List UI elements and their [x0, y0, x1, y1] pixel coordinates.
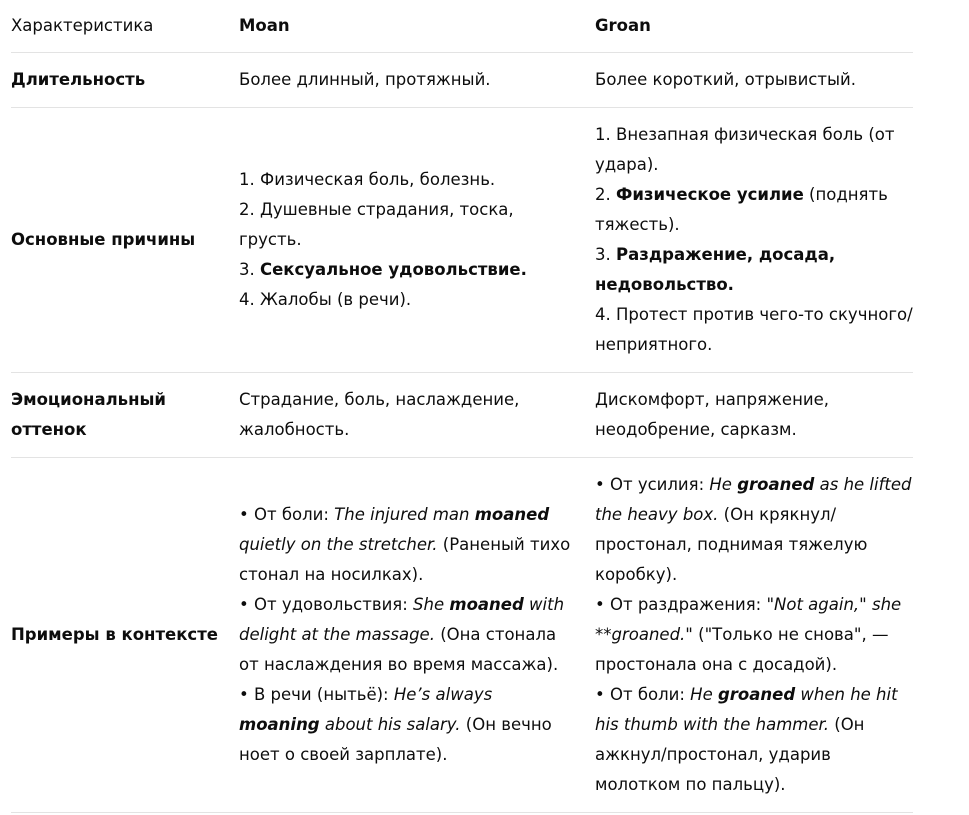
list-item: 2. Душевные страдания, тоска, грусть. [239, 200, 514, 249]
table-row-duration [11, 53, 913, 108]
example-item: • От удовольствия: She moaned with delight at the massage. (Она стонала от наслаждения во время массажа). [239, 595, 565, 674]
list-item: 1. Внезапная физическая боль (от удара). [595, 125, 895, 174]
list-item: 3. Раздражение, досада, недовольство. [595, 245, 836, 294]
groan-causes-list [595, 120, 913, 360]
table-row-causes [11, 108, 913, 373]
table-row-emotion [11, 373, 913, 458]
list-item: 1. Физическая боль, болезнь. [239, 170, 496, 189]
list-item: 4. Жалобы (в речи). [239, 290, 412, 309]
groan-examples-list [595, 470, 913, 800]
moan-examples-list [239, 500, 595, 770]
list-item: 4. Протест против чего-то скучного/неприятного. [595, 305, 913, 354]
row-label-examples: Примеры в контексте [11, 625, 218, 644]
table-header-row [11, 0, 913, 53]
header-characteristic: Характеристика [11, 16, 154, 35]
header-moan: Moan [239, 16, 290, 35]
example-item: • От усилия: He groaned as he lifted the heavy box. (Он крякнул/простонал, поднимая тяжелую коробку). [595, 475, 912, 584]
row-label-causes: Основные причины [11, 230, 196, 249]
row-label-emotion: Эмоциональный оттенок [11, 390, 166, 439]
list-item: 2. Физическое усилие (поднять тяжесть). [595, 185, 888, 234]
table-row-examples [11, 458, 913, 813]
row-label-duration: Длительность [11, 70, 146, 89]
moan-causes-list [239, 165, 595, 315]
list-item: 3. Сексуальное удовольствие. [239, 260, 527, 279]
example-item: • От боли: He groaned when he hit his thumb with the hammer. (Он ажкнул/простонал, ударив молотком по пальцу). [595, 685, 898, 794]
moan-emotion: Страдание, боль, наслаждение, жалобность. [239, 390, 520, 439]
example-item: • От боли: The injured man moaned quietly on the stretcher. (Раненый тихо стонал на носилках). [239, 505, 571, 584]
example-item: • В речи (нытьё): He’s always moaning about his salary. (Он вечно ноет о своей зарплате). [239, 685, 552, 764]
comparison-table [11, 0, 913, 813]
header-groan: Groan [595, 16, 651, 35]
groan-emotion: Дискомфорт, напряжение, неодобрение, сарказм. [595, 390, 829, 439]
groan-duration: Более короткий, отрывистый. [595, 70, 856, 89]
example-item: • От раздражения: "Not again," she **groaned." ("Только не снова", — простонала она с досадой). [595, 595, 902, 674]
moan-duration: Более длинный, протяжный. [239, 70, 491, 89]
